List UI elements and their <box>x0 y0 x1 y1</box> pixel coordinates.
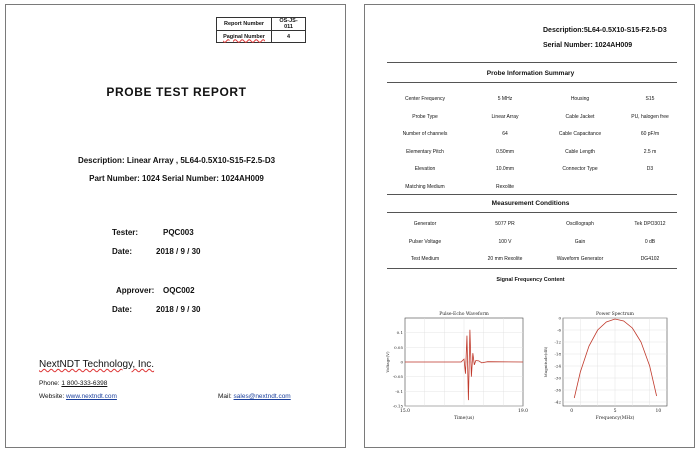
signal-frequency-title: Signal Frequency Content <box>496 277 565 283</box>
x-tick-label: 19.0 <box>517 409 529 414</box>
mail-label: Mail: <box>218 393 232 400</box>
divider-line <box>387 62 677 63</box>
probe-info-cell: D3 <box>646 166 654 172</box>
approver-date-value: 2018 / 9 / 30 <box>156 305 201 314</box>
y-tick-label: 0.05 <box>394 344 403 350</box>
website-link[interactable]: www.nextndt.com <box>65 393 117 400</box>
probe-info-cell: 10.0mm <box>495 166 515 172</box>
tester-value: PQC003 <box>163 228 194 237</box>
phone-value[interactable]: 1 800-333-6398 <box>61 380 108 387</box>
y-tick-label: -0.15 <box>392 403 403 409</box>
description-line: Description: Linear Array , 5L64-0.5X10-S15-F2.5-D3 <box>77 156 276 165</box>
x-tick-label: 10 <box>655 409 662 414</box>
divider-line <box>387 194 677 195</box>
probe-info-cell: PU, halogen free <box>631 113 669 120</box>
probe-info-title: Probe Information Summary <box>486 70 575 77</box>
probe-info-cell: Center Frequency <box>404 96 446 102</box>
y-tick-label: 0.1 <box>396 330 403 336</box>
y-axis-label: Voltage(V) <box>385 351 390 373</box>
probe-info-cell: Cable Capacitance <box>558 131 602 137</box>
report-number-value: OS-JS-011 <box>272 18 306 31</box>
probe-info-cell: Elevation <box>414 166 436 172</box>
measurement-cell: Waveform Generator <box>556 256 604 262</box>
tester-label: Tester: <box>112 228 139 237</box>
probe-info-cell: Elementary Pitch <box>406 148 444 155</box>
measurement-cell: 5077 PR <box>495 221 515 227</box>
page-number-value: 4 <box>272 31 306 43</box>
measurement-cell: 100 V <box>498 238 512 245</box>
mail-link[interactable]: sales@nextndt.com <box>233 393 291 400</box>
measurement-cell: 0 dB <box>644 238 656 245</box>
y-tick-label: -0.1 <box>395 388 403 394</box>
mail-line <box>218 393 291 400</box>
chart-title: Power Spectrum <box>596 312 634 317</box>
probe-info-cell: Probe Type <box>412 113 438 120</box>
y-tick-label: -0.05 <box>392 374 403 380</box>
website-label: Website: <box>39 393 65 400</box>
y-tick-label: -30 <box>554 375 561 381</box>
probe-info-cell: 64 <box>502 131 508 137</box>
probe-info-cell: S15 <box>645 96 655 102</box>
measurement-cell: 20 mm Rexolite <box>487 256 523 262</box>
y-tick-label: -6 <box>557 327 561 333</box>
divider-line <box>387 268 677 269</box>
probe-info-cell: Cable Length <box>565 148 595 155</box>
x-tick-label: 5 <box>613 409 617 414</box>
measurement-cell: Gain <box>574 238 586 245</box>
chart-title: Pulse-Echo Waveform <box>439 312 489 317</box>
probe-info-cell: 0.50mm <box>495 148 515 155</box>
probe-info-cell: 2.5 m <box>643 148 657 155</box>
page-number-label: Paginal Number <box>217 31 272 43</box>
divider-line <box>387 212 677 213</box>
report-cover-page <box>5 4 346 448</box>
measurement-cell: Generator <box>413 221 437 227</box>
measurement-cell: Tek DPO3012 <box>634 221 666 227</box>
company-name: NextNDT Technology, Inc. <box>39 359 155 370</box>
y-tick-label: -36 <box>554 387 561 393</box>
report-detail-page <box>364 4 695 448</box>
y-tick-label: -24 <box>554 363 561 369</box>
divider-line <box>387 82 677 83</box>
x-axis-label: Frequency(MHz) <box>595 416 635 421</box>
measurement-cell: Oscillograph <box>566 221 594 227</box>
measurement-cell: Test Medium <box>410 256 440 262</box>
tester-date-label: Date: <box>112 247 133 256</box>
probe-info-cell: Cable Jacket <box>565 113 595 120</box>
y-tick-label: 0 <box>558 315 561 321</box>
y-tick-label: -42 <box>554 399 561 405</box>
probe-info-cell: 5 MHz <box>497 96 513 102</box>
report-number-label: Report Number <box>217 18 272 31</box>
approver-label: Approver: <box>116 286 155 295</box>
report-title: PROBE TEST REPORT <box>106 85 247 99</box>
y-tick-label: -18 <box>554 351 561 357</box>
power-spectrum-chart <box>535 310 675 425</box>
x-tick-label: 0 <box>570 409 574 414</box>
probe-info-cell: Linear Array <box>491 113 519 120</box>
probe-info-cell: Number of channels <box>402 131 448 137</box>
report-number-table <box>216 17 306 43</box>
x-tick-label: 15.0 <box>399 409 411 414</box>
phone-label: Phone: <box>39 380 60 387</box>
measurement-cell: DG4102 <box>640 256 660 262</box>
x-axis-label: Time(us) <box>453 416 475 421</box>
probe-info-cell: Matching Medium <box>405 183 445 190</box>
measurement-cell: Pulser Voltage <box>408 238 442 245</box>
part-serial-line: Part Number: 1024 Serial Number: 1024AH009 <box>89 174 264 183</box>
right-serial-number: Serial Number: 1024AH009 <box>543 42 633 49</box>
probe-info-cell: Rexolite <box>495 183 515 190</box>
approver-value: OQC002 <box>163 286 195 295</box>
right-description: Description:5L64-0.5X10-S15-F2.5-D3 <box>543 27 667 34</box>
measurement-title: Measurement Conditions <box>491 200 570 207</box>
tester-date-value: 2018 / 9 / 30 <box>156 247 201 256</box>
y-tick-label: -12 <box>554 339 561 345</box>
probe-info-cell: Housing <box>570 96 590 102</box>
y-axis-label: Magnitude(dB) <box>543 346 548 378</box>
y-tick-label: 0 <box>400 359 403 365</box>
website-line <box>39 393 117 400</box>
phone-line <box>39 380 107 387</box>
probe-info-cell: Connector Type <box>562 166 598 172</box>
approver-date-label: Date: <box>112 305 133 314</box>
pulse-echo-waveform-chart <box>373 310 533 425</box>
probe-info-cell: 60 pF/m <box>640 131 660 137</box>
